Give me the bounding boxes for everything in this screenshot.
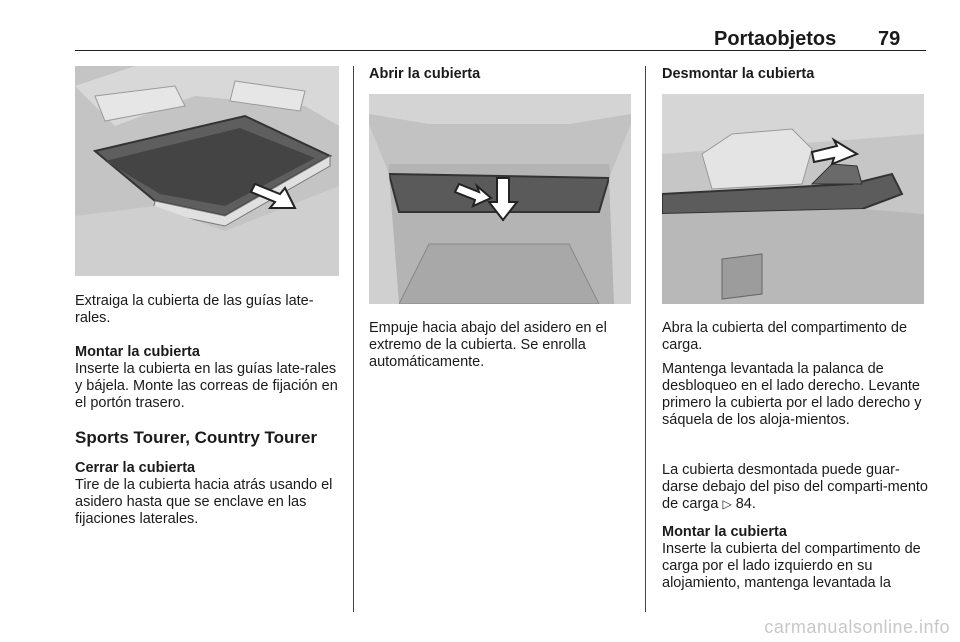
col3-block-montar: [662, 524, 928, 592]
col3-para3: [662, 462, 928, 513]
col1-para3-text: Tire de la cubierta hacia atrás usando el asidero hasta que se enclave en las fijaciones laterales.: [75, 477, 333, 527]
column-divider-1: [353, 66, 354, 612]
col2-paragraph-1: [369, 320, 635, 371]
col1-block-montar: [75, 344, 343, 412]
page-title: Portaobjetos: [714, 28, 837, 50]
col3-heading-montar: Montar la cubierta: [662, 524, 787, 540]
col3-paragraph-2: [662, 361, 928, 429]
col2-heading-abrir: Abrir la cubierta: [369, 66, 481, 82]
cargo-cover-open-illustration: [369, 94, 631, 304]
col3-heading-desmontar: Desmontar la cubierta: [662, 66, 815, 82]
col1-para2-text: Inserte la cubierta en las guías late-rales y bájela. Monte las correas de fijación en el portón trasero.: [75, 361, 338, 411]
col1-heading-cerrar: Cerrar la cubierta: [75, 460, 196, 476]
col3-paragraph-1: [662, 320, 928, 354]
col3-heading-block: [662, 66, 924, 83]
watermark: carmanualsonline.info: [764, 617, 950, 637]
col3-para2-text: Mantenga levantada la palanca de desbloqueo en el lado derecho. Levante primero la cubierta por el lado derecho y sáquela de los aloja-mientos.: [662, 361, 922, 428]
page-ref-triangle-icon: ▷: [722, 497, 732, 511]
col1-paragraph-1: [75, 293, 343, 327]
column-divider-2: [645, 66, 646, 612]
header-rule: [75, 50, 926, 51]
page-ref-link[interactable]: 84.: [735, 496, 756, 512]
section-title: Sports Tourer, Country Tourer: [75, 428, 318, 447]
col1-block-cerrar: [75, 460, 343, 528]
col3-para4-text: Inserte la cubierta del compartimento de carga por el lado izquierdo en su alojamiento, mantenga levantada la: [662, 541, 921, 591]
cargo-cover-remove-icon: [75, 66, 339, 276]
cargo-cover-dismount-illustration: [662, 94, 924, 304]
cargo-cover-remove-illustration: [75, 66, 339, 276]
cargo-cover-open-icon: [369, 94, 631, 304]
col1-para1-text: Extraiga la cubierta de las guías late-rales.: [75, 293, 314, 326]
cargo-cover-dismount-icon: [662, 94, 924, 304]
col3-paragraph-3: [662, 462, 928, 513]
col1-heading-montar: Montar la cubierta: [75, 344, 200, 360]
col2-heading-block: [369, 66, 631, 83]
page-number: 79: [878, 28, 901, 50]
col2-para1-text: Empuje hacia abajo del asidero en el extremo de la cubierta. Se enrolla automáticamente.: [369, 320, 607, 370]
col3-para3-text: La cubierta desmontada puede guar-darse debajo del piso del comparti-mento de carga: [662, 462, 928, 512]
col3-para1-text: Abra la cubierta del compartimento de carga.: [662, 320, 908, 353]
